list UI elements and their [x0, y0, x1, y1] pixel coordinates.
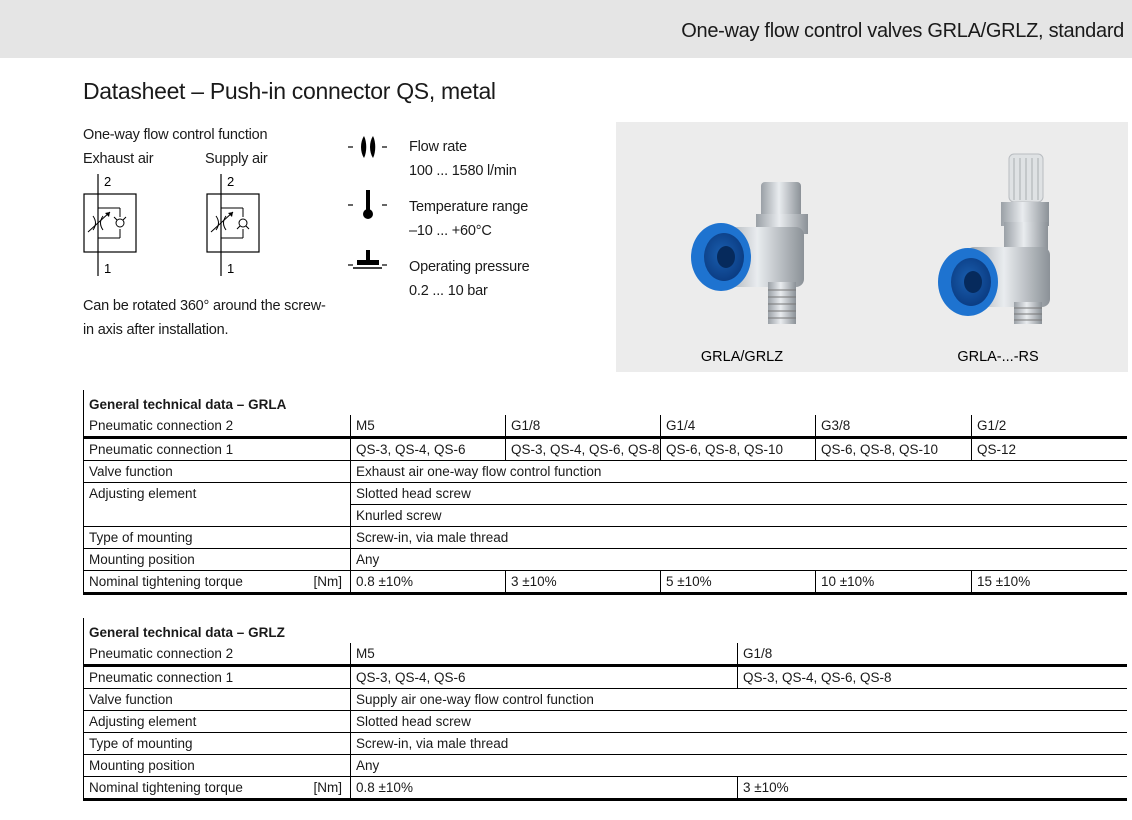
row-label: Mounting position — [84, 755, 351, 777]
table-cell: M5 — [351, 415, 506, 438]
table-title-row — [84, 390, 1127, 415]
table-row — [84, 527, 1127, 549]
row-label: Pneumatic connection 1 — [84, 438, 351, 461]
rotation-note-line1: Can be rotated 360° around the screw- — [83, 298, 326, 314]
table-cell: M5 — [351, 643, 738, 666]
port-1-label: 1 — [227, 261, 235, 276]
table-row — [84, 461, 1127, 483]
table-row — [84, 438, 1127, 461]
row-label: Mounting position — [84, 549, 351, 571]
row-label: Valve function — [84, 461, 351, 483]
table-cell: QS-6, QS-8, QS-10 — [816, 438, 972, 461]
table-row — [84, 549, 1127, 571]
row-label-empty — [84, 505, 351, 527]
table-cell: G3/8 — [816, 415, 972, 438]
table-cell: 5 ±10% — [661, 571, 816, 594]
table-cell: QS-3, QS-4, QS-6 — [351, 666, 738, 689]
temperature-range-label: Temperature range — [409, 199, 529, 215]
table-row — [84, 571, 1127, 594]
thermometer-icon — [344, 188, 394, 222]
table-cell: QS-12 — [972, 438, 1127, 461]
table-cell: G1/2 — [972, 415, 1127, 438]
table-row — [84, 505, 1127, 527]
table-row — [84, 711, 1127, 733]
table-row — [84, 733, 1127, 755]
table-cell: 3 ±10% — [506, 571, 661, 594]
table-cell: G1/4 — [661, 415, 816, 438]
table-row — [84, 777, 1127, 800]
operating-pressure-label: Operating pressure — [409, 259, 530, 275]
product-photo-panel — [616, 122, 1128, 372]
table-cell: Screw-in, via male thread — [351, 733, 1127, 755]
exhaust-air-symbol — [80, 172, 150, 280]
left-photo-caption: GRLA/GRLZ — [700, 349, 784, 365]
product-photo — [616, 122, 1128, 372]
torque-label: Nominal tightening torque — [89, 780, 243, 795]
table-cell: Screw-in, via male thread — [351, 527, 1127, 549]
right-photo-caption: GRLA-...-RS — [957, 349, 1039, 365]
table-cell: Knurled screw — [351, 505, 1127, 527]
grlz-table-title: General technical data – GRLZ — [84, 618, 1127, 643]
supply-air-symbol — [203, 172, 273, 280]
table-row — [84, 643, 1127, 666]
table-cell: QS-6, QS-8, QS-10 — [661, 438, 816, 461]
table-cell: G1/8 — [506, 415, 661, 438]
function-heading: One-way flow control function — [83, 127, 268, 143]
temperature-range-value: –10 ... +60°C — [409, 223, 492, 239]
flow-rate-icon — [344, 130, 394, 164]
table-cell: 15 ±10% — [972, 571, 1127, 594]
pressure-gauge-icon — [344, 248, 394, 282]
table-cell: Any — [351, 549, 1127, 571]
port-2-label: 2 — [227, 174, 235, 189]
table-cell: QS-3, QS-4, QS-6, QS-8 — [738, 666, 1127, 689]
table-row — [84, 483, 1127, 505]
row-label: Valve function — [84, 689, 351, 711]
operating-pressure-value: 0.2 ... 10 bar — [409, 283, 488, 299]
table-cell: Slotted head screw — [351, 483, 1127, 505]
rotation-note-line2: in axis after installation. — [83, 322, 229, 338]
flow-rate-label: Flow rate — [409, 139, 467, 155]
supply-air-label: Supply air — [205, 151, 268, 167]
table-cell: 3 ±10% — [738, 777, 1127, 800]
flow-rate-value: 100 ... 1580 l/min — [409, 163, 517, 179]
row-label — [84, 571, 351, 594]
table-cell: Exhaust air one-way flow control function — [351, 461, 1127, 483]
row-label: Pneumatic connection 1 — [84, 666, 351, 689]
table-cell: QS-3, QS-4, QS-6, QS-8 — [506, 438, 661, 461]
table-cell: 0.8 ±10% — [351, 571, 506, 594]
row-label: Pneumatic connection 2 — [84, 643, 351, 666]
page-title: Datasheet – Push-in connector QS, metal — [83, 78, 496, 104]
grla-valve-image — [691, 182, 808, 324]
table-row — [84, 689, 1127, 711]
table-title-row — [84, 618, 1127, 643]
torque-unit: [Nm] — [313, 780, 342, 795]
table-row — [84, 415, 1127, 438]
row-label: Adjusting element — [84, 483, 351, 505]
table-cell: Slotted head screw — [351, 711, 1127, 733]
table-row — [84, 755, 1127, 777]
port-2-label: 2 — [104, 174, 112, 189]
table-cell: QS-3, QS-4, QS-6 — [351, 438, 506, 461]
grla-technical-data-table — [83, 390, 1127, 595]
torque-unit: [Nm] — [313, 574, 342, 589]
exhaust-air-label: Exhaust air — [83, 151, 154, 167]
port-1-label: 1 — [104, 261, 112, 276]
row-label — [84, 777, 351, 800]
grla-rs-valve-image — [938, 154, 1050, 324]
table-cell: Any — [351, 755, 1127, 777]
table-row — [84, 666, 1127, 689]
table-cell: 0.8 ±10% — [351, 777, 738, 800]
table-cell: 10 ±10% — [816, 571, 972, 594]
torque-label: Nominal tightening torque — [89, 574, 243, 589]
grlz-technical-data-table — [83, 618, 1127, 801]
row-label: Type of mounting — [84, 527, 351, 549]
row-label: Type of mounting — [84, 733, 351, 755]
row-label: Pneumatic connection 2 — [84, 415, 351, 438]
row-label: Adjusting element — [84, 711, 351, 733]
table-cell: Supply air one-way flow control function — [351, 689, 1127, 711]
header-title: One-way flow control valves GRLA/GRLZ, standard — [681, 20, 1124, 42]
table-cell: G1/8 — [738, 643, 1127, 666]
grla-table-title: General technical data – GRLA — [84, 390, 1127, 415]
